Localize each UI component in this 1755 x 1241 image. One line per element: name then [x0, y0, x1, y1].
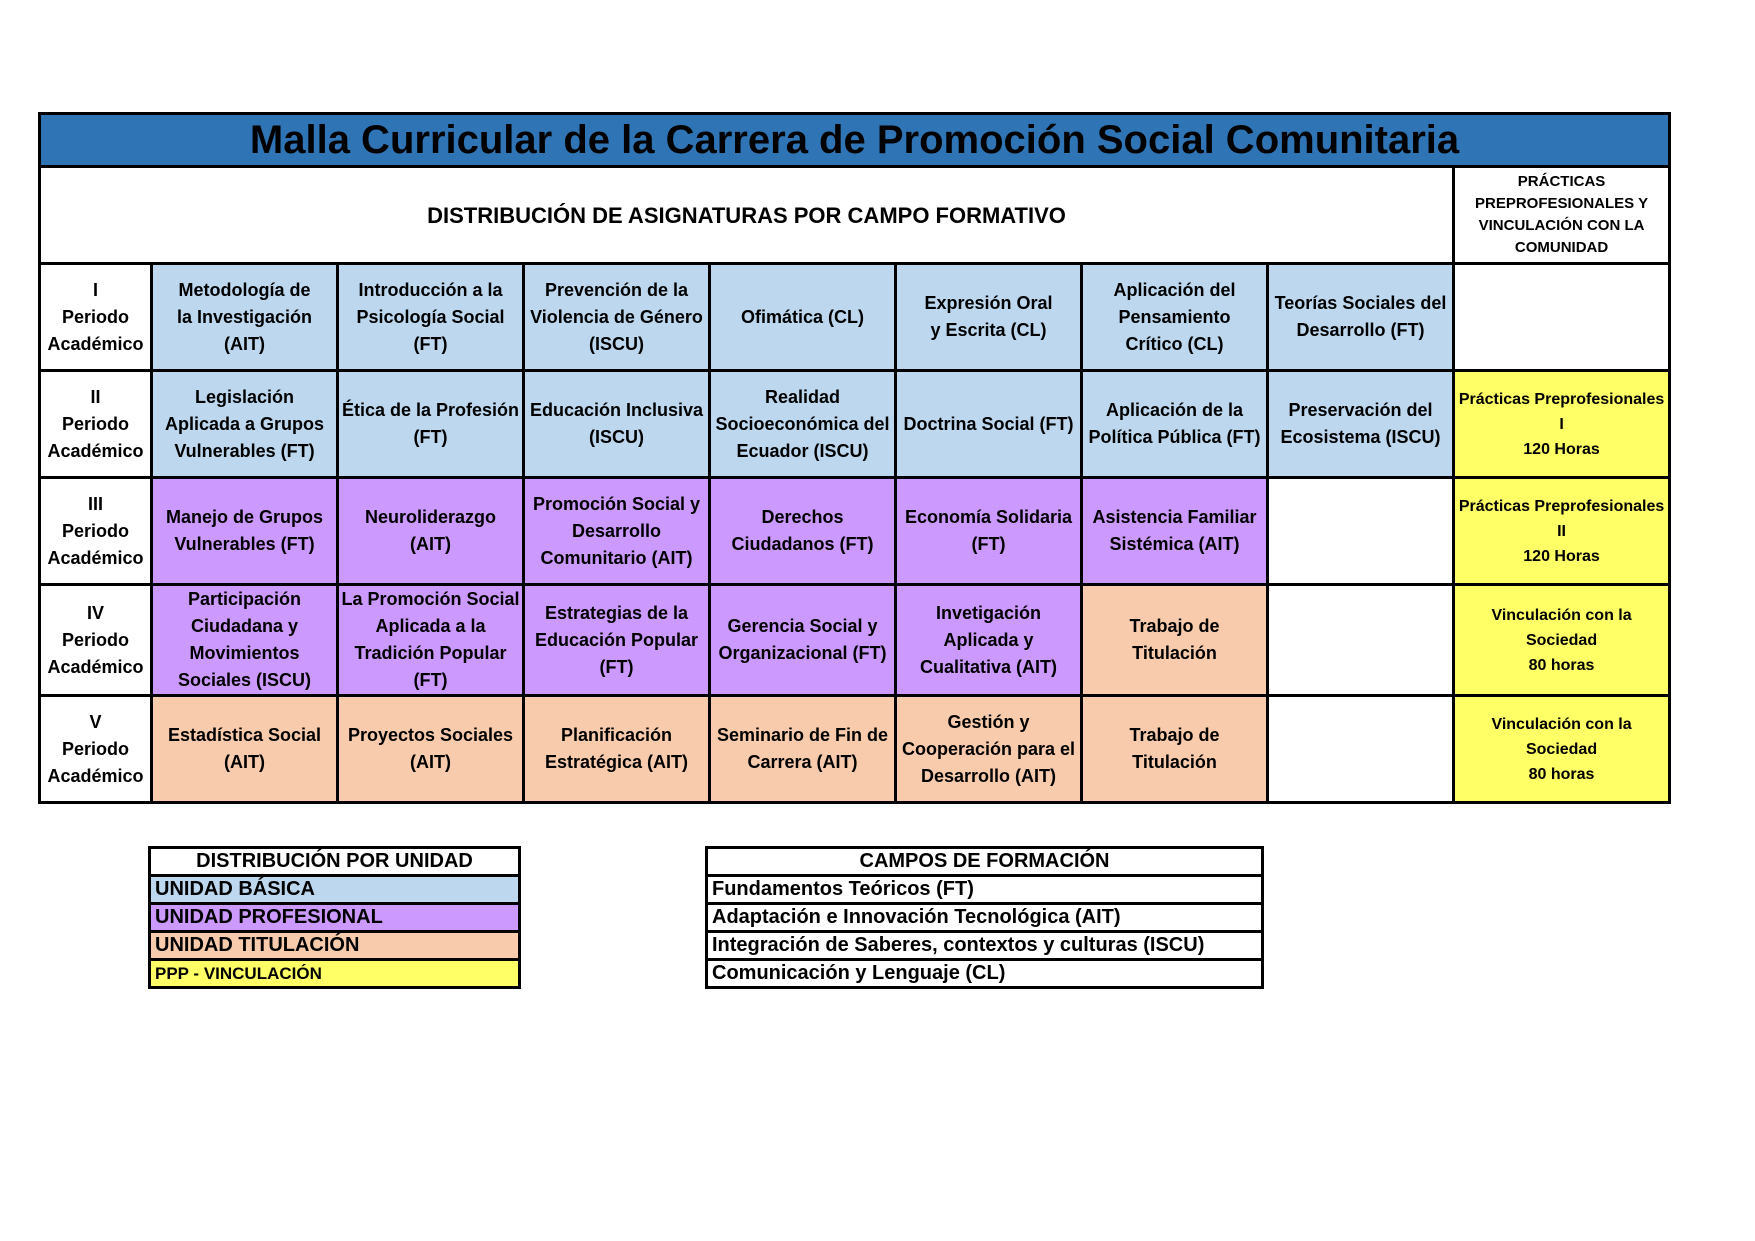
legend-units-header: DISTRIBUCIÓN POR UNIDAD: [150, 848, 520, 876]
legend-field-item: Integración de Saberes, contextos y culturas (ISCU): [707, 932, 1263, 960]
period-row: [40, 585, 1670, 696]
subject-cell: Promoción Social y Desarrollo Comunitario (AIT): [524, 478, 710, 585]
legend-fields-header: CAMPOS DE FORMACIÓN: [707, 848, 1263, 876]
subject-cell: Planificación Estratégica (AIT): [524, 696, 710, 803]
ppp-cell: Vinculación con la Sociedad 80 horas: [1454, 585, 1670, 696]
ppp-cell: Prácticas Preprofesionales II 120 Horas: [1454, 478, 1670, 585]
ppp-header: PRÁCTICAS PREPROFESIONALES Y VINCULACIÓN CON LA COMUNIDAD: [1454, 167, 1670, 264]
page-title: Malla Curricular de la Carrera de Promoción Social Comunitaria: [40, 114, 1670, 167]
subject-cell: Realidad Socioeconómica del Ecuador (ISCU): [710, 371, 896, 478]
period-label: I Periodo Académico: [40, 264, 152, 371]
legend-units: [148, 846, 521, 989]
subject-cell: Gestión y Cooperación para el Desarrollo (AIT): [896, 696, 1082, 803]
empty-cell: [1268, 478, 1454, 585]
subject-cell: Prevención de la Violencia de Género (ISCU): [524, 264, 710, 371]
period-label: III Periodo Académico: [40, 478, 152, 585]
subject-cell: Participación Ciudadana y Movimientos Sociales (ISCU): [152, 585, 338, 696]
subject-cell: Metodología de la Investigación (AIT): [152, 264, 338, 371]
subject-cell: Seminario de Fin de Carrera (AIT): [710, 696, 896, 803]
ppp-cell: Vinculación con la Sociedad 80 horas: [1454, 696, 1670, 803]
subject-cell: Invetigación Aplicada y Cualitativa (AIT): [896, 585, 1082, 696]
subject-cell: Estrategias de la Educación Popular (FT): [524, 585, 710, 696]
legend-unit-item: UNIDAD BÁSICA: [150, 876, 520, 904]
legend-unit-item: UNIDAD PROFESIONAL: [150, 904, 520, 932]
period-row: [40, 264, 1670, 371]
subject-cell: Manejo de Grupos Vulnerables (FT): [152, 478, 338, 585]
subject-cell: Neuroliderazgo (AIT): [338, 478, 524, 585]
subject-cell: Teorías Sociales del Desarrollo (FT): [1268, 264, 1454, 371]
period-row: [40, 696, 1670, 803]
ppp-cell: Prácticas Preprofesionales I 120 Horas: [1454, 371, 1670, 478]
subject-cell: Derechos Ciudadanos (FT): [710, 478, 896, 585]
period-row: [40, 478, 1670, 585]
legend-field-item: Adaptación e Innovación Tecnológica (AIT): [707, 904, 1263, 932]
subject-cell: Estadística Social (AIT): [152, 696, 338, 803]
subject-cell: Trabajo de Titulación: [1082, 585, 1268, 696]
subject-cell: Economía Solidaria (FT): [896, 478, 1082, 585]
period-label: V Periodo Académico: [40, 696, 152, 803]
subject-cell: La Promoción Social Aplicada a la Tradición Popular (FT): [338, 585, 524, 696]
legend-unit-item: UNIDAD TITULACIÓN: [150, 932, 520, 960]
subject-cell: Doctrina Social (FT): [896, 371, 1082, 478]
legend-fields: [705, 846, 1264, 989]
subject-cell: Ofimática (CL): [710, 264, 896, 371]
subject-cell: Aplicación del Pensamiento Crítico (CL): [1082, 264, 1268, 371]
subject-cell: Preservación del Ecosistema (ISCU): [1268, 371, 1454, 478]
subject-cell: Ética de la Profesión (FT): [338, 371, 524, 478]
distribution-header: DISTRIBUCIÓN DE ASIGNATURAS POR CAMPO FORMATIVO: [40, 167, 1454, 264]
legend-field-item: Fundamentos Teóricos (FT): [707, 876, 1263, 904]
subject-cell: Legislación Aplicada a Grupos Vulnerables (FT): [152, 371, 338, 478]
period-label: IV Periodo Académico: [40, 585, 152, 696]
legend-unit-item: PPP - VINCULACIÓN: [150, 960, 520, 988]
legend-field-item: Comunicación y Lenguaje (CL): [707, 960, 1263, 988]
empty-cell: [1268, 585, 1454, 696]
curriculum-grid: [38, 112, 1671, 804]
empty-cell: [1454, 264, 1670, 371]
subject-cell: Trabajo de Titulación: [1082, 696, 1268, 803]
period-label: II Periodo Académico: [40, 371, 152, 478]
subject-cell: Introducción a la Psicología Social (FT): [338, 264, 524, 371]
subject-cell: Aplicación de la Política Pública (FT): [1082, 371, 1268, 478]
subject-cell: Proyectos Sociales (AIT): [338, 696, 524, 803]
subject-cell: Gerencia Social y Organizacional (FT): [710, 585, 896, 696]
period-row: [40, 371, 1670, 478]
subject-cell: Expresión Oral y Escrita (CL): [896, 264, 1082, 371]
subject-cell: Asistencia Familiar Sistémica (AIT): [1082, 478, 1268, 585]
subject-cell: Educación Inclusiva (ISCU): [524, 371, 710, 478]
empty-cell: [1268, 696, 1454, 803]
